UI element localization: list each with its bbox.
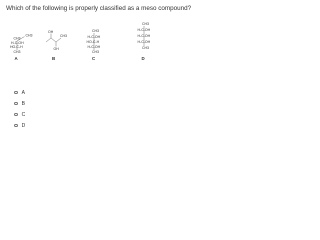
option-d-label: D: [21, 122, 26, 129]
option-a[interactable]: [14, 87, 25, 98]
question-text: Which of the following is properly classified as a meso compound?: [6, 5, 192, 12]
structures-area: [0, 0, 200, 75]
structure-d-row1: H-C-OH: [137, 28, 151, 32]
structure-b-chain: [46, 38, 61, 42]
structure-a-top-left: CH3: [13, 36, 21, 41]
option-a-radio[interactable]: [14, 91, 18, 95]
structure-d-label: D: [141, 56, 145, 61]
structure-c-row1: H-C-OH: [87, 35, 101, 39]
option-a-label: A: [21, 89, 25, 96]
structure-c-row3: H-C-OH: [87, 45, 101, 49]
structure-a-top-right: CH3: [25, 33, 33, 38]
structure-c-bottom: CH3: [92, 50, 100, 54]
answer-options: [14, 87, 25, 131]
option-b-label: B: [21, 100, 25, 107]
option-b-radio[interactable]: [14, 102, 18, 106]
structure-b: [46, 30, 67, 61]
quiz-page: [0, 0, 200, 133]
option-d[interactable]: [14, 120, 25, 131]
structure-a: [10, 34, 33, 62]
option-b[interactable]: [14, 98, 25, 109]
structure-d-top: CH3: [142, 22, 150, 26]
structure-a-left-upper: H-C-OH: [11, 41, 24, 45]
structure-a-bottom: CH3: [13, 50, 21, 54]
structure-c-label: C: [92, 56, 96, 61]
structure-c-top: CH3: [92, 29, 100, 33]
structure-c-row2: HO-C-H: [86, 40, 100, 44]
option-c[interactable]: [14, 109, 25, 120]
structure-b-label: B: [52, 56, 56, 61]
structure-b-top-right: CH3: [60, 34, 68, 38]
structure-a-left-lower: HO-C-H: [10, 45, 23, 50]
structure-d: [138, 22, 151, 61]
structure-d-row2: H-C-OH: [137, 34, 151, 38]
structure-c: [87, 29, 101, 61]
structure-b-bottom-left: OH: [53, 47, 59, 51]
option-c-label: C: [21, 111, 26, 118]
option-c-radio[interactable]: [14, 113, 18, 117]
structure-d-bottom: CH3: [142, 46, 150, 50]
option-d-radio[interactable]: [14, 124, 18, 128]
structure-a-label: A: [14, 56, 18, 61]
structure-d-row3: H-C-OH: [137, 40, 151, 44]
structure-b-top-left: OH: [48, 30, 54, 34]
